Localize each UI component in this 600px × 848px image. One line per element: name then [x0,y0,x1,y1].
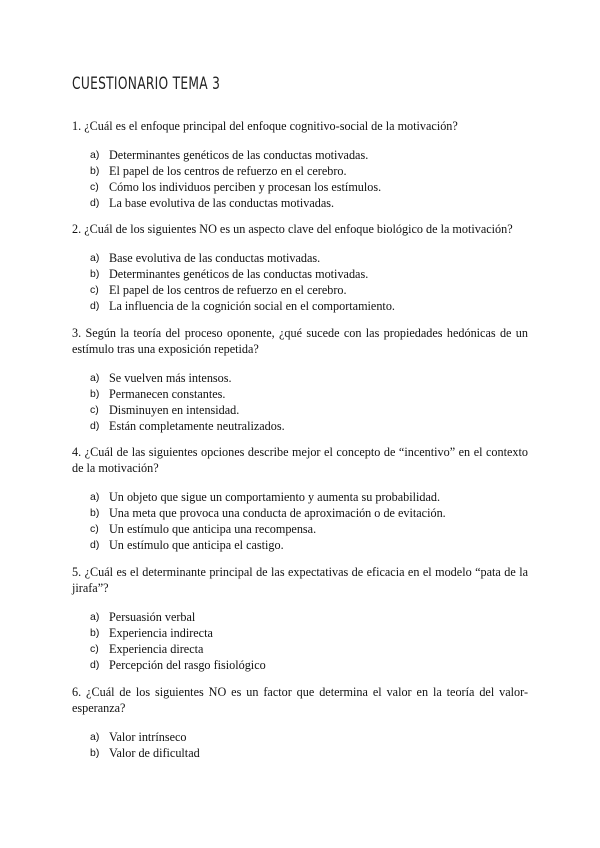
question-text: 5. ¿Cuál es el determinante principal de las expectativas de eficacia en el modelo “pata de la jirafa”? [72,565,528,595]
options-list [72,729,528,761]
option-text: Determinantes genéticos de las conductas motivadas. [109,148,369,162]
option-letter: b) [90,627,100,639]
option-a [72,370,528,386]
page-title: CUESTIONARIO TEMA 3 [72,74,221,94]
option-letter: a) [90,491,100,503]
option-letter: a) [90,611,100,623]
option-letter: d) [90,197,100,209]
option-letter: a) [90,731,100,743]
option-text: Disminuyen en intensidad. [109,403,240,417]
option-text: Una meta que provoca una conducta de aproximación o de evitación. [109,506,446,520]
option-text: Cómo los individuos perciben y procesan los estímulos. [109,180,382,194]
option-letter: d) [90,300,100,312]
question-text: 4. ¿Cuál de las siguientes opciones describe mejor el concepto de “incentivo” en el contexto de la motivación? [72,445,528,475]
option-letter: b) [90,268,100,280]
option-b [72,625,528,641]
option-b [72,745,528,761]
options-list [72,609,528,673]
option-text: Experiencia indirecta [109,626,213,640]
option-b [72,505,528,521]
option-letter: b) [90,165,100,177]
option-d [72,298,528,314]
option-a [72,729,528,745]
option-letter: c) [90,284,99,296]
option-c [72,282,528,298]
option-text: Permanecen constantes. [109,387,226,401]
option-letter: a) [90,252,100,264]
option-letter: d) [90,539,100,551]
option-letter: c) [90,523,99,535]
question-6 [72,684,528,761]
option-letter: a) [90,149,100,161]
options-list [72,250,528,314]
option-text: Un estímulo que anticipa una recompensa. [109,522,317,536]
option-text: Persuasión verbal [109,610,196,624]
question-3 [72,325,528,434]
option-text: Se vuelven más intensos. [109,371,232,385]
option-text: Experiencia directa [109,642,204,656]
option-letter: b) [90,747,100,759]
option-d [72,195,528,211]
option-text: Un objeto que sigue un comportamiento y aumenta su probabilidad. [109,490,441,504]
option-text: La base evolutiva de las conductas motivadas. [109,196,335,210]
option-letter: d) [90,420,100,432]
option-letter: b) [90,507,100,519]
option-letter: a) [90,372,100,384]
option-letter: d) [90,659,100,671]
options-list [72,370,528,434]
option-text: Percepción del rasgo fisiológico [109,658,266,672]
option-c [72,402,528,418]
question-text: 2. ¿Cuál de los siguientes NO es un aspecto clave del enfoque biológico de la motivación? [72,222,513,236]
option-a [72,250,528,266]
question-4 [72,444,528,553]
option-d [72,657,528,673]
option-text: La influencia de la cognición social en el comportamiento. [109,299,395,313]
question-2 [72,221,528,314]
option-text: El papel de los centros de refuerzo en el cerebro. [109,164,347,178]
option-letter: c) [90,181,99,193]
options-list [72,147,528,211]
option-text: El papel de los centros de refuerzo en el cerebro. [109,283,347,297]
option-c [72,521,528,537]
question-1 [72,118,528,211]
option-text: Base evolutiva de las conductas motivadas. [109,251,321,265]
question-5 [72,564,528,673]
option-c [72,179,528,195]
question-text: 6. ¿Cuál de los siguientes NO es un factor que determina el valor en la teoría del valor-esperanza? [72,685,528,715]
option-a [72,147,528,163]
option-letter: c) [90,643,99,655]
option-text: Determinantes genéticos de las conductas motivadas. [109,267,369,281]
question-text: 3. Según la teoría del proceso oponente, ¿qué sucede con las propiedades hedónicas de un estímulo tras una exposición repetida? [72,326,528,356]
option-letter: b) [90,388,100,400]
option-a [72,489,528,505]
option-letter: c) [90,404,99,416]
option-b [72,266,528,282]
option-c [72,641,528,657]
option-text: Valor intrínseco [109,730,187,744]
option-text: Un estímulo que anticipa el castigo. [109,538,284,552]
option-d [72,537,528,553]
option-d [72,418,528,434]
option-b [72,163,528,179]
option-b [72,386,528,402]
option-text: Valor de dificultad [109,746,200,760]
question-text: 1. ¿Cuál es el enfoque principal del enfoque cognitivo-social de la motivación? [72,119,458,133]
options-list [72,489,528,553]
option-text: Están completamente neutralizados. [109,419,285,433]
option-a [72,609,528,625]
